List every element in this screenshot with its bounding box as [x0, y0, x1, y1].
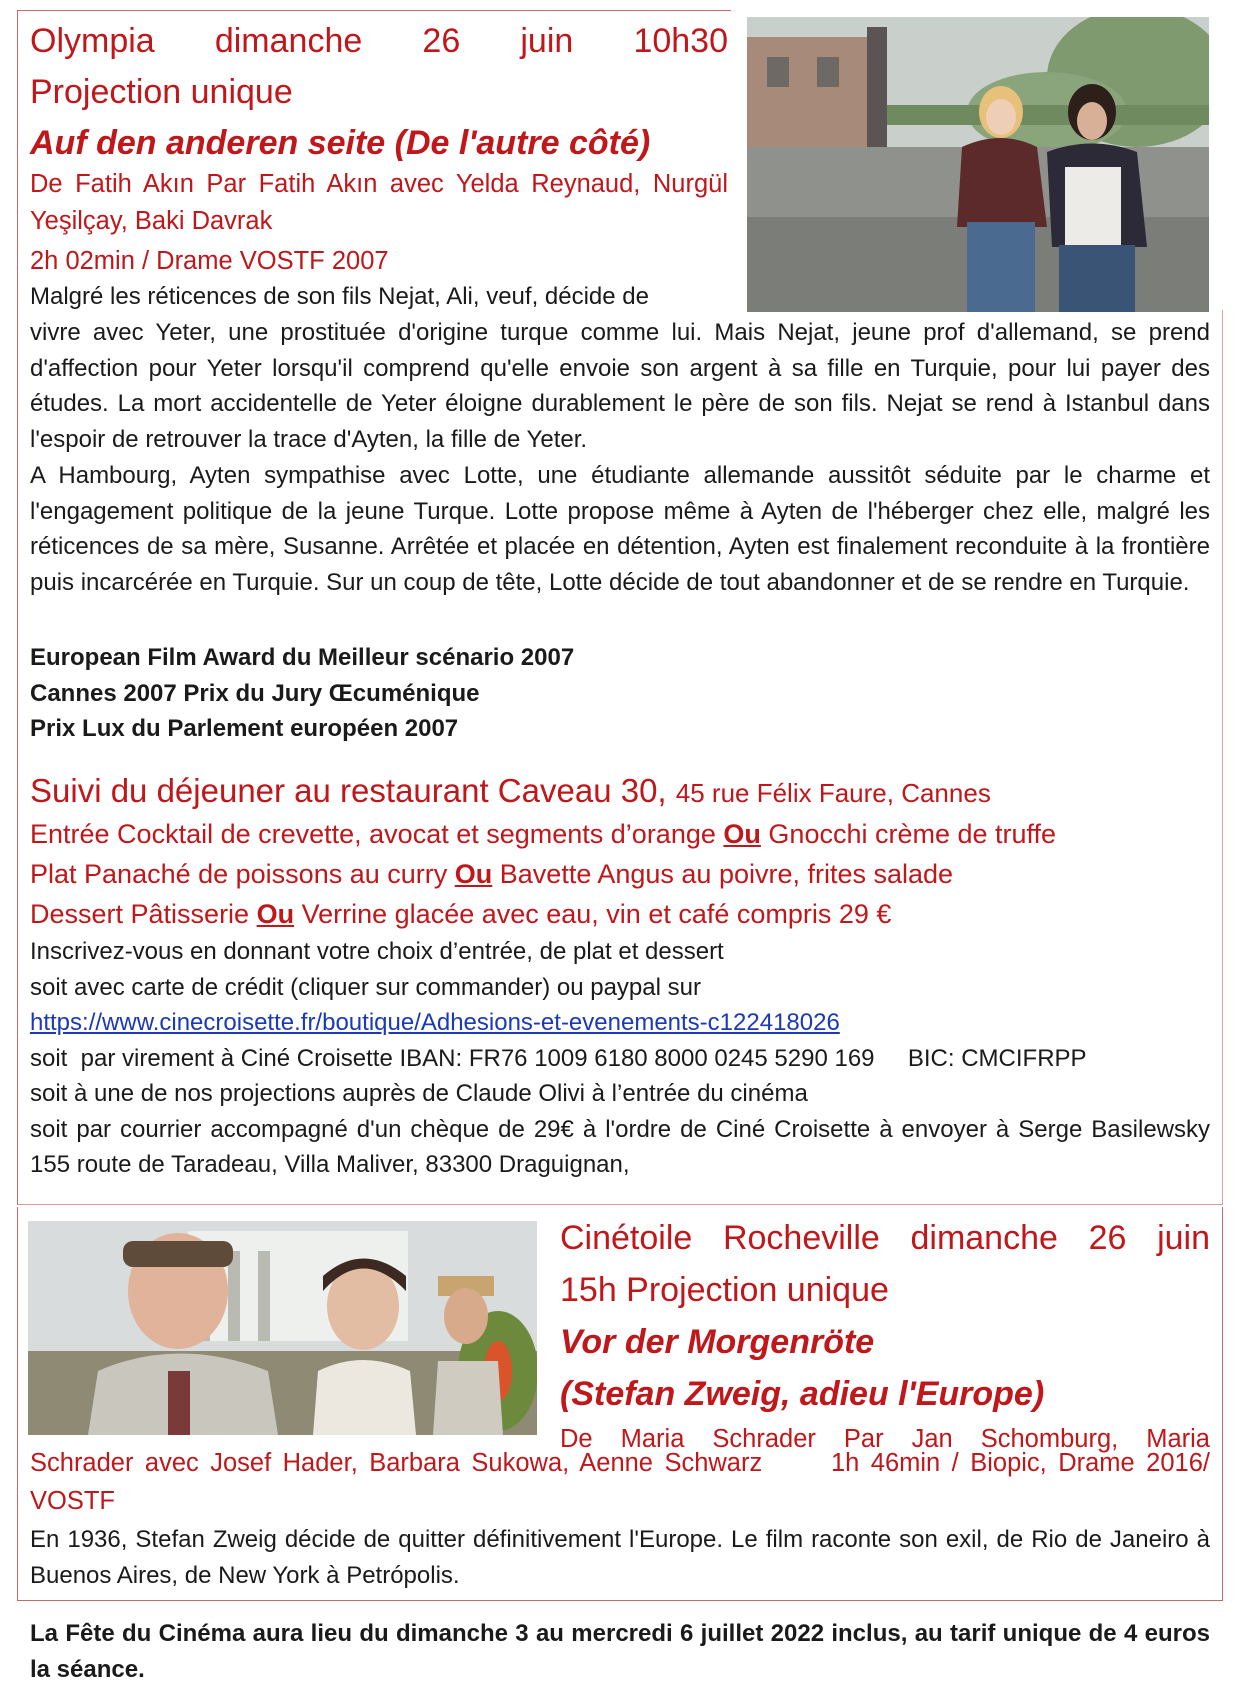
info-signup: Inscrivez-vous en donnant votre choix d’entrée, de plat et dessert: [30, 938, 724, 965]
event2-header: [560, 1212, 1210, 1458]
menu-option: Dessert Pâtisserie: [30, 899, 250, 929]
event2-projection: 15h Projection unique: [560, 1271, 889, 1309]
event2-venue-line: Cinétoile Rocheville dimanche 26 juin: [560, 1219, 1210, 1257]
menu-option: Gnocchi crème de truffe: [768, 819, 1057, 849]
info-projections: soit à une de nos projections auprès de Claude Olivi à l’entrée du cinéma: [30, 1080, 808, 1107]
event1-header: [30, 16, 728, 118]
lunch-address: 45 rue Félix Faure, Cannes: [675, 778, 991, 808]
event2-title: [560, 1316, 1210, 1420]
menu-option: Verrine glacée avec eau, vin et café compris 29 €: [301, 899, 892, 929]
film-still-stefan-zweig: [28, 1221, 537, 1435]
or-word: Ou: [723, 819, 761, 849]
lunch-restaurant: Suivi du déjeuner au restaurant Caveau 30,: [30, 772, 667, 809]
event1-synopsis-p2: A Hambourg, Ayten sympathise avec Lotte, une étudiante allemande aussitôt séduite par le charme et l'engagement politique de la jeune Turque. Lotte propose même à Ayten de l'héberger chez elle, malgré les réticences de sa mère, Susanne. Arrêtée et placée en détention, Ayten est finalement reconduite à la frontière puis incarcérée en Turquie. Sur un coup de tête, Lotte décide de tout abandonner et de se rendre en Turquie.: [30, 461, 1210, 596]
info-courrier: soit par courrier accompagné d'un chèque de 29€ à l'ordre de Ciné Croisette à envoyer à Serge Basilewsky 155 route de Taradeau, Villa Maliver, 83300 Draguignan,: [30, 1115, 1210, 1178]
event1-synopsis: [30, 315, 1210, 601]
event1-credits: De Fatih Akın Par Fatih Akın avec Yelda Reynaud, Nurgül Yeşilçay, Baki Davrak: [30, 170, 728, 235]
event2-title-line1: Vor der Morgenröte: [560, 1323, 875, 1361]
shop-link[interactable]: https://www.cinecroisette.fr/boutique/Adhesions-et-evenements-c122418026: [30, 1009, 840, 1036]
event2-title-line2: (Stefan Zweig, adieu l'Europe): [560, 1375, 1045, 1413]
award-item: Cannes 2007 Prix du Jury Œcuménique: [30, 679, 480, 707]
lunch-section: [30, 770, 1210, 1183]
info-virement: soit par virement à Ciné Croisette IBAN: FR76 1009 6180 8000 0245 5290 169 BIC: CMCIFRPP: [30, 1044, 1087, 1072]
event1-projection: Projection unique: [30, 73, 293, 111]
menu-option: Plat Panaché de poissons au curry: [30, 859, 448, 889]
award-item: European Film Award du Meilleur scénario 2007: [30, 644, 575, 671]
lunch-heading: [30, 770, 1210, 814]
or-word: Ou: [256, 899, 295, 929]
or-word: Ou: [454, 859, 493, 889]
event1-frame-right: [1222, 310, 1223, 1205]
fete-du-cinema-notice: La Fête du Cinéma aura lieu du dimanche 3 au mercredi 6 juillet 2022 inclus, au tarif unique de 4 euros la séance.: [30, 1620, 1210, 1683]
menu-option: Bavette Angus au poivre, frites salade: [499, 859, 954, 889]
event1-synopsis-p1: vivre avec Yeter, une prostituée d'origine turque comme lui. Mais Nejat, jeune prof d'allemand, se prend d'affection pour Yeter lorsqu'il comprend qu'elle envoie son argent à sa fille en Turquie, pour lui payer des études. La mort accidentelle de Yeter éloigne durablement le père de son fils. Nejat se rend à Istanbul dans l'espoir de retrouver la trace d'Ayten, la fille de Yeter.: [30, 319, 1210, 454]
event1-awards: [30, 640, 730, 747]
event2-synopsis: En 1936, Stefan Zweig décide de quitter définitivement l'Europe. Le film raconte son exil, de Rio de Janeiro à Buenos Aires, de New York à Petrópolis.: [30, 1526, 1210, 1589]
event1-title: Auf den anderen seite (De l'autre côté): [30, 124, 651, 162]
film-still-de-l-autre-cote: [747, 17, 1209, 312]
menu-plat: [30, 854, 1210, 894]
menu-entree: [30, 814, 1210, 854]
event1-frame-top: [17, 10, 731, 11]
menu-dessert: [30, 894, 1210, 934]
menu-option: Entrée Cocktail de crevette, avocat et segments d’orange: [30, 819, 716, 849]
award-item: Prix Lux du Parlement européen 2007: [30, 715, 459, 742]
event2-credits: Schrader avec Josef Hader, Barbara Sukowa, Aenne Schwarz 1h 46min / Biopic, Drame 2016/ VOSTF: [30, 1449, 1218, 1515]
event2-credits-line1: De Maria Schrader Par Jan Schomburg, Maria: [560, 1425, 1210, 1453]
event1-venue-line: Olympia dimanche 26 juin 10h30: [30, 22, 728, 60]
event1-synopsis-line1: Malgré les réticences de son fils Nejat, Ali, veuf, décide de: [30, 283, 649, 310]
info-card: soit avec carte de crédit (cliquer sur commander) ou paypal sur: [30, 973, 701, 1001]
event1-duration: 2h 02min / Drame VOSTF 2007: [30, 247, 389, 275]
